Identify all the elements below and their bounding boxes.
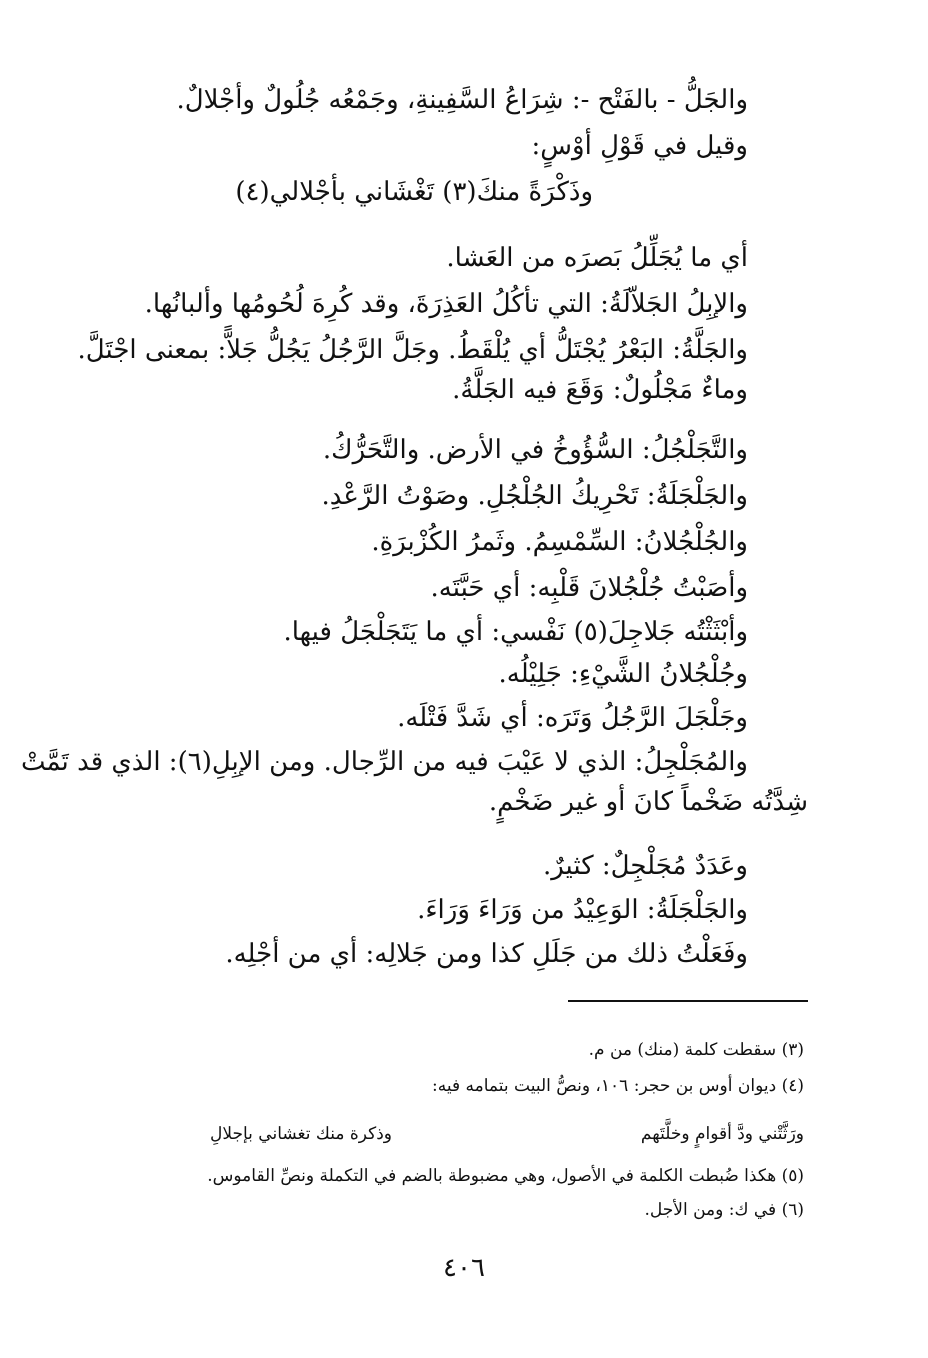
text-line: وأبْثَثْتُه جَلاجِلَ(٥) نَفْسي: أي ما يَتَجَلْجَلُ فيها. bbox=[283, 617, 748, 647]
footnote-separator bbox=[568, 1000, 808, 1002]
footnote-verse-first: ورَثَّتْني ودَّ أقوامٍ وخلَّتَهم bbox=[640, 1124, 804, 1144]
footnote: (٥) هكذا ضُبطت الكلمة في الأصول، وهي مضبوطة بالضم في التكملة ونصِّ القاموس. bbox=[207, 1166, 804, 1186]
footnote: (٦) في ك: ومن الأجل. bbox=[644, 1200, 804, 1220]
text-line: أي ما يُجَلِّلُ بَصرَه من العَشا. bbox=[446, 243, 748, 273]
text-line: وماءٌ مَجْلُولٌ: وَقَعَ فيه الجَلَّةُ. bbox=[452, 375, 748, 405]
text-line: وعَدَدٌ مُجَلْجِلٌ: كثيرٌ. bbox=[542, 851, 748, 881]
text-line: والجَلُّ - بالفَتْح -: شِرَاعُ السَّفِينةِ، وجَمْعُه جُلُولٌ وأجْلالٌ. bbox=[176, 85, 748, 115]
text-line: شِدَّتُه ضَخْماً كانَ أو غير ضَخْمٍ. bbox=[488, 787, 808, 817]
text-line: والجُلْجُلانُ: السِّمْسِمُ. وثَمرُ الكُزْبرَةِ. bbox=[371, 527, 748, 557]
text-line: والتَّجَلْجُلُ: السُّؤُوخُ في الأرض. والتَّحَرُّكُ. bbox=[322, 435, 748, 465]
footnote: (٣) سقطت كلمة (منك) من م. bbox=[588, 1040, 804, 1060]
text-line: والجَلْجَلَةُ: الوَعِيْدُ من وَرَاءَ وَرَاءَ. bbox=[417, 895, 748, 925]
text-line: والمُجَلْجِلُ: الذي لا عَيْبَ فيه من الرِّجال. ومن الإبِلِ(٦): الذي قد تَمَّتْ bbox=[21, 747, 748, 777]
text-line: وقيل في قَوْلِ أوْسٍ: bbox=[531, 131, 748, 161]
footnote: (٤) ديوان أوس بن حجر: ١٠٦، ونصُّ البيت بتمامه فيه: bbox=[432, 1076, 804, 1096]
text-line: والجَلَّةُ: البَعْرُ يُجْتَلُّ أي يُلْقَطُ. وجَلَّ الرَّجُلُ يَجُلُّ جَلاًّ: بمعنى اجْتَلَّ. bbox=[77, 335, 748, 365]
text-line: وجُلْجُلانُ الشَّيْءِ: جَلِيْلُه. bbox=[498, 659, 748, 689]
text-line: وأصَبْتُ جُلْجُلانَ قَلْبِه: أي حَبَّتَه. bbox=[430, 573, 748, 603]
text-line: وفَعَلْتُ ذلك من جَلَلِ كذا ومن جَلالِه: أي من أجْلِه. bbox=[225, 939, 748, 969]
text-line: والجَلْجَلَةُ: تَحْرِيكُ الجُلْجُلِ. وصَوْتُ الرَّعْدِ. bbox=[321, 481, 748, 511]
footnote-verse-second: وذكرة منك تغشاني بإجلالِ bbox=[209, 1124, 392, 1144]
text-line: والإبِلُ الجَلاّلَةُ: التي تأكُلُ العَذِرَةَ، وقد كُرِهَ لُحُومُها وألبانُها. bbox=[144, 289, 748, 319]
verse-line: وذَكْرَةً منكَ(٣) تَغْشَاني بأجْلالي(٤) bbox=[235, 177, 593, 207]
text-line: وجَلْجَلَ الرَّجُلُ وَتَرَه: أي شَدَّ فَتْلَه. bbox=[397, 703, 748, 733]
page-number: ٤٠٦ bbox=[443, 1253, 485, 1283]
